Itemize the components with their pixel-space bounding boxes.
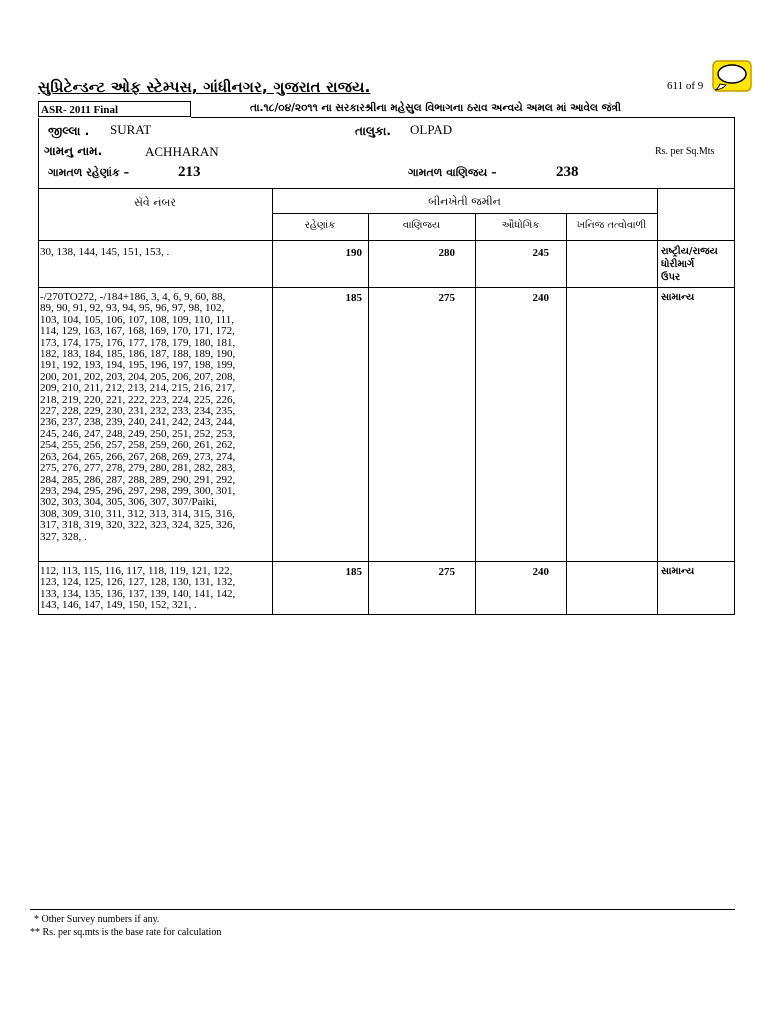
survey-line: 173, 174, 175, 176, 177, 178, 179, 180, 181,	[40, 336, 236, 349]
survey-line: 263, 264, 265, 266, 267, 268, 269, 273, 274,	[40, 450, 236, 463]
taluka-value: OLPAD	[410, 122, 453, 137]
survey-line: 89, 90, 91, 92, 93, 94, 95, 96, 97, 98, 102,	[40, 302, 225, 315]
document-title: સુપ્રિટેન્ડન્ટ ઓફ સ્ટેમ્પસ, ગાંધીનગર, ગુજરાત રાજય.	[38, 78, 371, 96]
road-type-line: સામાન્ય	[661, 566, 695, 577]
page-number: 611 of 9	[667, 80, 704, 92]
row-3-road-type	[661, 565, 694, 578]
road-type-line: ઉપર	[661, 272, 681, 283]
village-label: ગામનુ નામ.	[44, 144, 103, 158]
row-3-commercial: 275	[438, 566, 455, 578]
column-rule	[272, 188, 273, 615]
column-rule	[368, 213, 369, 615]
survey-line: 293, 294, 295, 296, 297, 298, 299, 300, 301,	[40, 484, 236, 497]
survey-line: 209, 210, 211, 212, 213, 214, 215, 216, 217,	[40, 382, 235, 395]
unit-label: Rs. per Sq.Mts	[655, 146, 715, 157]
district-value: SURAT	[110, 122, 152, 137]
row-3-industrial: 240	[532, 566, 549, 578]
table-top-rule	[38, 188, 735, 189]
row-2-residential: 185	[345, 292, 362, 304]
village-commercial-value: 238	[556, 164, 579, 180]
table-row-1-survey	[40, 247, 169, 258]
row-1-commercial: 280	[438, 247, 455, 259]
column-rule	[566, 213, 567, 615]
row-1-residential: 190	[345, 247, 362, 259]
survey-line: 123, 124, 125, 126, 127, 128, 130, 131, 132,	[40, 576, 236, 589]
road-type-line: ધોરીમાર્ગ	[661, 259, 695, 270]
table-row-2-survey	[40, 292, 235, 543]
commercial-header: વાણિજય	[402, 220, 441, 231]
table-row-3-survey	[40, 566, 235, 612]
row-divider	[38, 561, 735, 562]
survey-line: 317, 318, 319, 320, 322, 323, 324, 325, 326,	[40, 519, 236, 532]
footnote-base-rate: ** Rs. per sq.mts is the base rate for calculation	[30, 927, 222, 938]
row-1-industrial: 245	[532, 247, 549, 259]
residential-header: રહેણાંક	[304, 220, 336, 231]
comment-icon[interactable]	[712, 60, 752, 92]
asr-label: ASR- 2011 Final	[38, 101, 191, 117]
non-agricultural-header: બીનખેતી જમીન	[428, 195, 501, 208]
mineral-header: ખનિજ તત્વોવાળી	[576, 220, 647, 231]
survey-line: 254, 255, 256, 257, 258, 259, 260, 261, 262,	[40, 439, 236, 452]
survey-line: 182, 183, 184, 185, 186, 187, 188, 189, 190,	[40, 348, 236, 361]
survey-line: 227, 228, 229, 230, 231, 232, 233, 234, 235,	[40, 405, 236, 418]
survey-line: 302, 303, 304, 305, 306, 307, 307/Paiki,	[40, 496, 217, 509]
survey-line: 245, 246, 247, 248, 249, 250, 251, 252, 253,	[40, 427, 236, 440]
survey-line: 133, 134, 135, 136, 137, 139, 140, 141, 142,	[40, 587, 236, 600]
survey-line: 103, 104, 105, 106, 107, 108, 109, 110, 111,	[40, 313, 235, 326]
village-residential-label: ગામતળ રહેણાંક –	[48, 166, 130, 179]
row-2-industrial: 240	[532, 292, 549, 304]
survey-line: 191, 192, 193, 194, 195, 196, 197, 198, 199,	[40, 359, 236, 372]
survey-line: 236, 237, 238, 239, 240, 241, 242, 243, 244,	[40, 416, 236, 429]
table-bottom-rule	[38, 614, 735, 615]
row-3-residential: 185	[345, 566, 362, 578]
row-2-road-type	[661, 291, 694, 304]
village-value: ACHHARAN	[145, 144, 219, 159]
footnote-other-survey: * Other Survey numbers if any.	[34, 914, 160, 925]
survey-line: 327, 328, .	[40, 530, 87, 543]
row-2-commercial: 275	[438, 292, 455, 304]
row-divider	[38, 287, 735, 288]
row-1-road-type	[661, 245, 718, 284]
village-commercial-label: ગામતળ વાણિજય –	[408, 166, 497, 179]
road-type-line: રાષ્ટ્રીય/રાજય	[661, 246, 718, 257]
survey-line: 308, 309, 310, 311, 312, 313, 314, 315, 316,	[40, 507, 235, 520]
survey-number-header: સૅવે નંબર	[134, 196, 176, 209]
survey-line: 143, 146, 147, 149, 150, 152, 321, .	[40, 599, 197, 612]
district-label: જીલ્લા .	[48, 124, 90, 138]
survey-line: -/270TO272, -/184+186, 3, 4, 6, 9, 60, 88,	[40, 291, 226, 303]
survey-line: 112, 113, 115, 116, 117, 118, 119, 121, 122,	[40, 565, 233, 577]
village-residential-value: 213	[178, 164, 201, 180]
taluka-label: તાલુકા.	[355, 124, 391, 138]
survey-line: 284, 285, 286, 287, 288, 289, 290, 291, 292,	[40, 473, 236, 486]
survey-line: 30, 138, 144, 145, 151, 153, .	[40, 246, 170, 258]
subheader-rule	[272, 213, 657, 214]
header-bottom-rule	[38, 240, 735, 241]
footer-rule	[30, 909, 735, 910]
order-reference: તા.૧૮/૦૪/૨૦૧૧ ના સરકારશ્રીના મહેસુલ વિભાગના ઠરાવ અન્વયે અમલ માં આવેલ જંત્રી	[250, 102, 622, 114]
survey-line: 114, 129, 163, 167, 168, 169, 170, 171, 172,	[40, 325, 235, 338]
road-type-line: સામાન્ય	[661, 292, 695, 303]
survey-line: 200, 201, 202, 203, 204, 205, 206, 207, 208,	[40, 370, 236, 383]
industrial-header: ઔધોગિક	[501, 220, 540, 231]
survey-line: 275, 276, 277, 278, 279, 280, 281, 282, 283,	[40, 462, 236, 475]
column-rule	[657, 188, 658, 615]
survey-line: 218, 219, 220, 221, 222, 223, 224, 225, 226,	[40, 393, 236, 406]
column-rule	[475, 213, 476, 615]
